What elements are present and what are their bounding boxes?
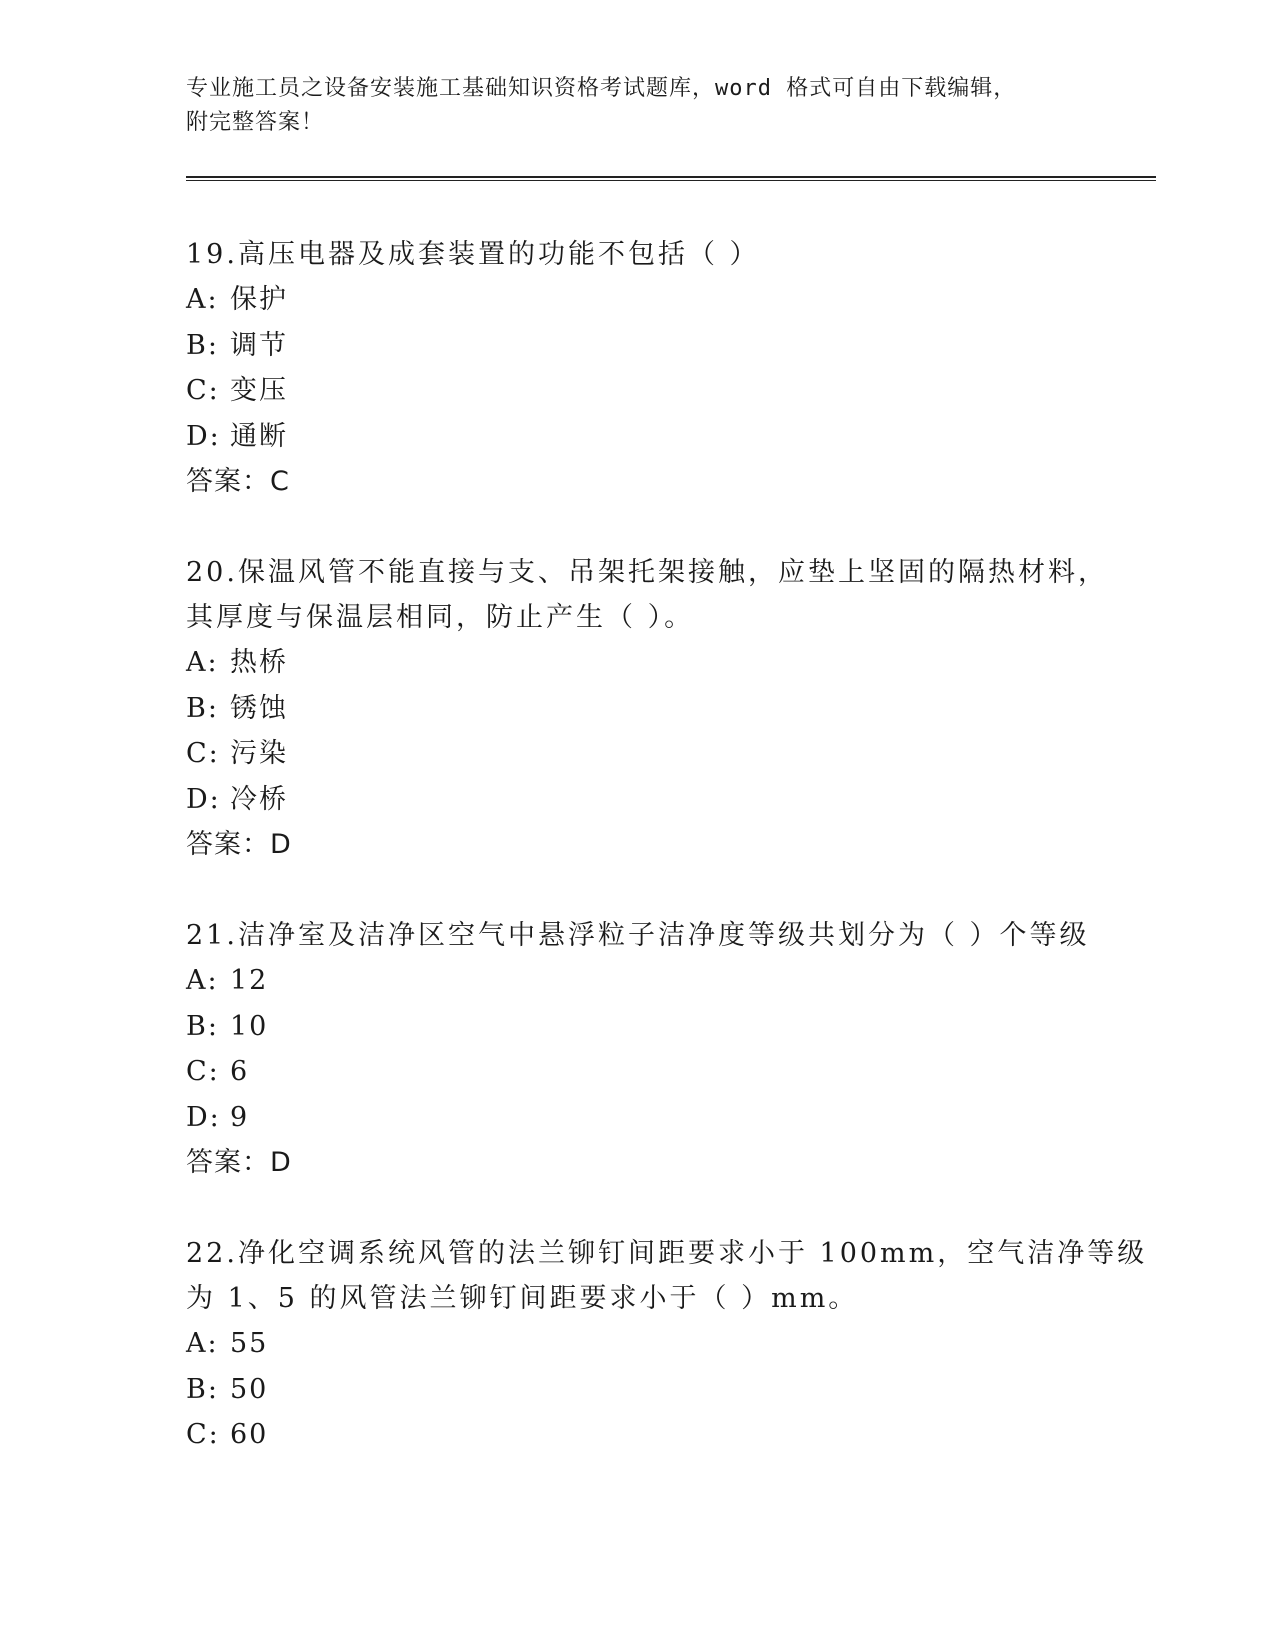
option-d (186, 1095, 1086, 1141)
option-text: 冷桥 (230, 783, 288, 815)
option-letter: C: (186, 1419, 220, 1450)
option-letter: B: (186, 1010, 219, 1042)
question-21 (186, 913, 1090, 1185)
option-c (186, 368, 1086, 414)
question-22 (186, 1231, 1148, 1458)
option-a (186, 958, 1086, 1004)
option-text: 保护 (230, 284, 288, 315)
option-text: 50 (230, 1373, 269, 1405)
option-c (186, 1049, 1086, 1095)
option-text: 60 (230, 1419, 269, 1450)
answer-line: 答案：C (186, 466, 290, 497)
question-stem: 19.高压电器及成套装置的功能不包括（ ） (186, 239, 760, 270)
answer-line: 答案：D (186, 1147, 292, 1178)
option-a (186, 1321, 1086, 1367)
header-divider (186, 176, 1156, 181)
option-d (186, 414, 1086, 460)
header-line-2: 附完整答案！ (186, 110, 325, 135)
option-letter: C: (186, 1056, 220, 1087)
question-20 (186, 550, 1108, 867)
option-d (186, 777, 1086, 823)
option-letter: D: (186, 420, 221, 452)
option-a (186, 640, 1086, 686)
document-header (186, 72, 1086, 140)
question-list (186, 232, 1148, 1504)
option-letter: C: (186, 738, 220, 769)
question-19 (186, 232, 1086, 504)
question-stem-continued: 为 1、5 的风管法兰铆钉间距要求小于（ ）mm。 (186, 1283, 859, 1314)
option-text: 污染 (230, 738, 288, 769)
option-c (186, 1412, 1086, 1458)
option-text: 变压 (230, 375, 288, 406)
answer-line: 答案：D (186, 829, 292, 860)
option-letter: C: (186, 375, 220, 406)
question-stem: 20.保温风管不能直接与支、吊架托架接触，应垫上坚固的隔热材料， (186, 557, 1108, 588)
question-stem: 22.净化空调系统风管的法兰铆钉间距要求小于 100mm，空气洁净等级 (186, 1238, 1148, 1269)
option-text: 调节 (230, 329, 288, 361)
option-text: 热桥 (230, 647, 288, 678)
header-line-1: 专业施工员之设备安装施工基础知识资格考试题库，word 格式可自由下载编辑， (186, 76, 1017, 101)
option-a (186, 277, 1086, 323)
option-b (186, 1367, 1086, 1413)
option-letter: B: (186, 1373, 219, 1405)
option-letter: A: (186, 1328, 219, 1359)
option-b (186, 323, 1086, 369)
option-text: 9 (230, 1101, 250, 1133)
option-b (186, 686, 1086, 732)
option-letter: D: (186, 1101, 221, 1133)
option-letter: A: (186, 965, 219, 996)
option-letter: D: (186, 783, 221, 815)
question-stem: 21.洁净室及洁净区空气中悬浮粒子洁净度等级共划分为（ ）个等级 (186, 920, 1090, 951)
option-b (186, 1004, 1086, 1050)
option-text: 锈蚀 (230, 692, 288, 724)
option-letter: A: (186, 284, 219, 315)
option-letter: B: (186, 329, 219, 361)
option-text: 通断 (230, 420, 288, 452)
option-text: 10 (230, 1010, 269, 1042)
option-text: 6 (230, 1056, 250, 1087)
option-text: 12 (230, 965, 269, 996)
option-text: 55 (230, 1328, 269, 1359)
option-c (186, 731, 1086, 777)
option-letter: A: (186, 647, 219, 678)
question-stem-continued: 其厚度与保温层相同，防止产生（ ）。 (186, 602, 695, 633)
option-letter: B: (186, 692, 219, 724)
